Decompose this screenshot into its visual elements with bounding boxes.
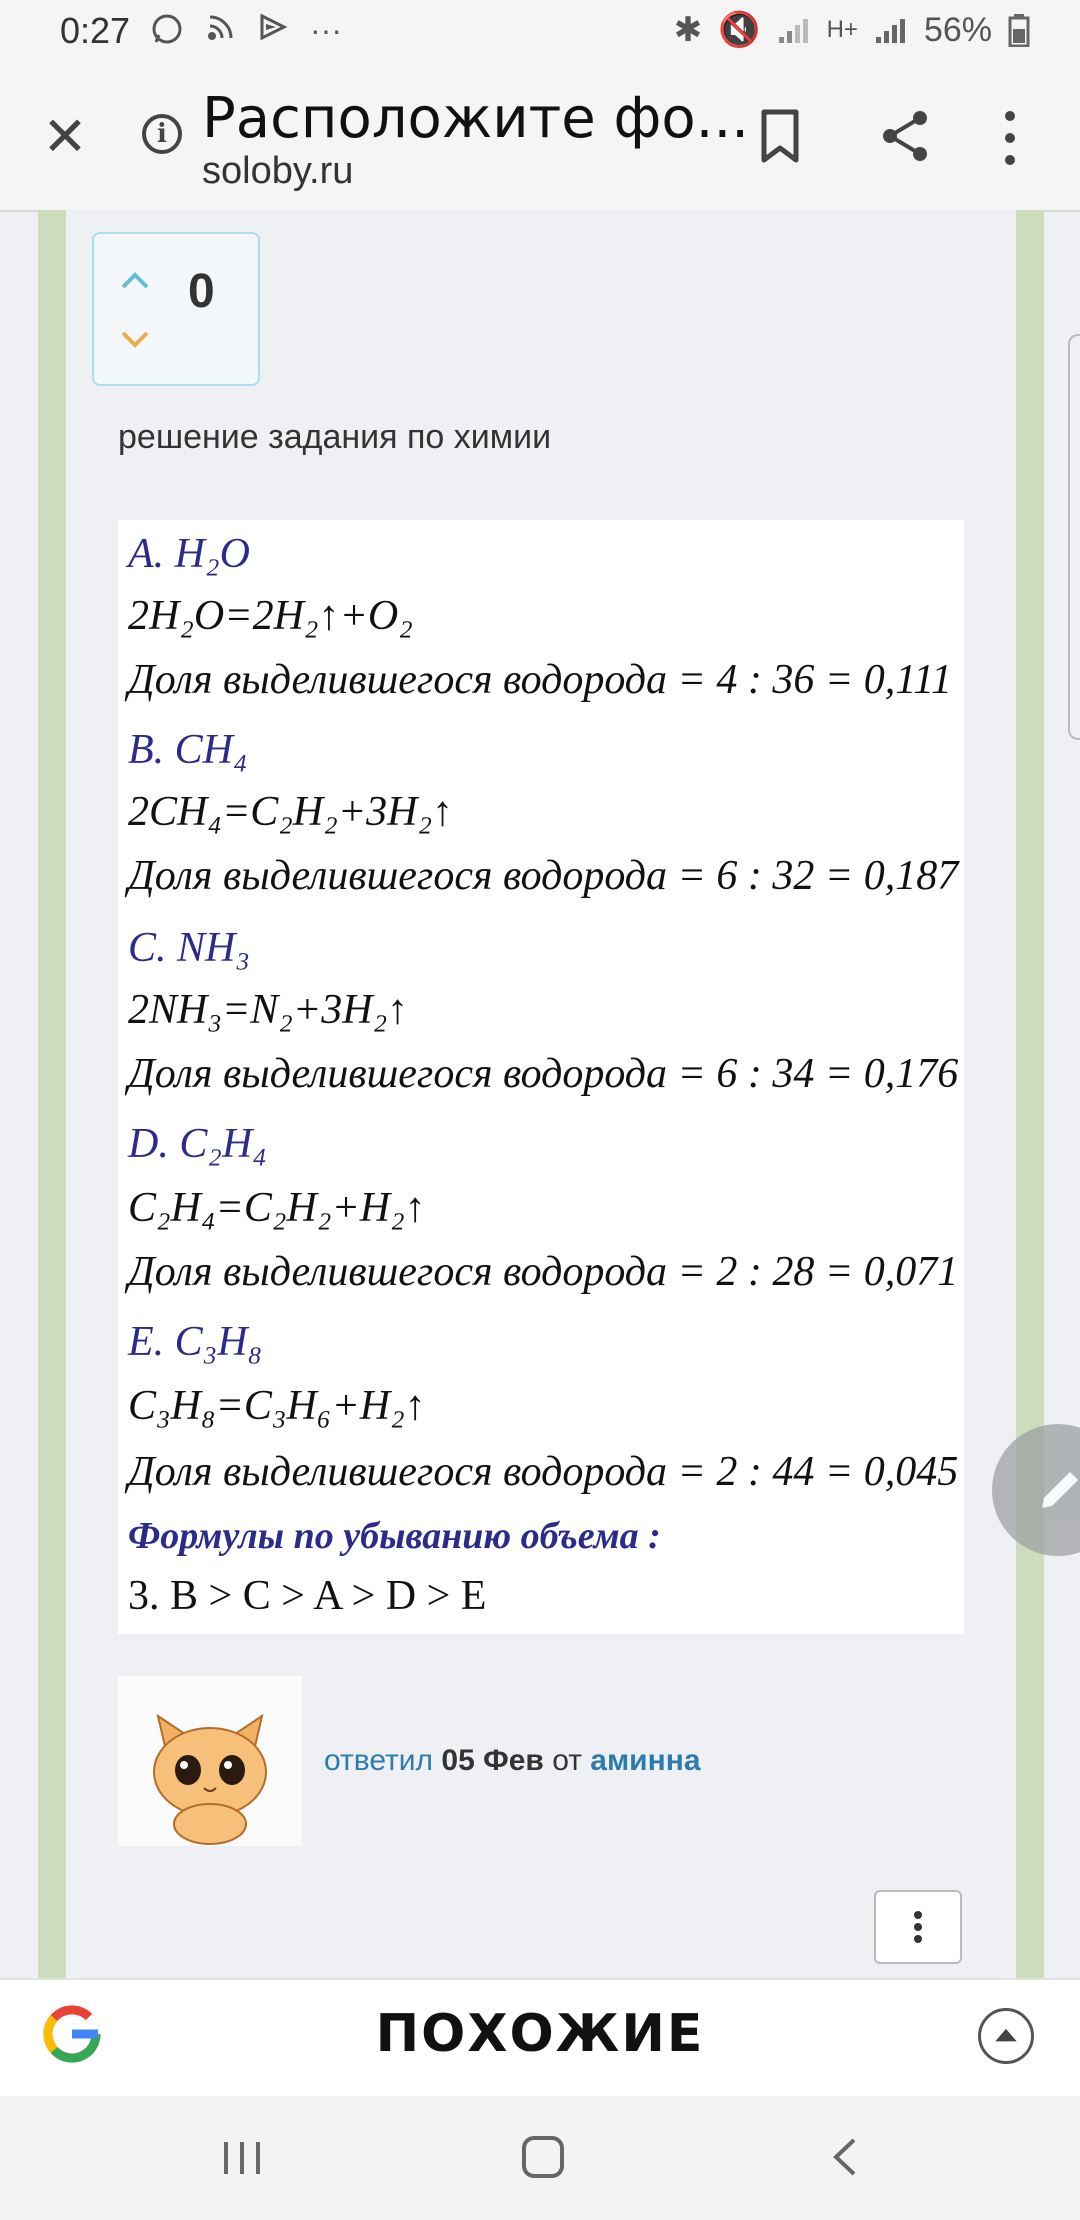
solution-line: B. CH₄ — [128, 727, 248, 773]
solution-line: Доля выделившегося водорода = 2 : 28 = 0,071 — [128, 1249, 959, 1295]
status-system-icons — [674, 10, 1030, 50]
bluetooth-icon: ✱ — [673, 11, 703, 49]
solution-line: Формулы по убыванию объема : — [128, 1515, 661, 1557]
status-notification-icons — [150, 12, 342, 49]
solution-line: Доля выделившегося водорода = 6 : 32 = 0,187 — [128, 853, 959, 899]
author-link[interactable]: аминна — [590, 1744, 701, 1777]
data-icon: H+ — [826, 16, 858, 43]
solution-line: C. NH₃ — [128, 925, 250, 971]
more-vert-icon[interactable] — [1000, 108, 1020, 168]
vote-box — [92, 232, 260, 386]
more-vert-icon — [876, 1892, 960, 1962]
edit-fab[interactable] — [992, 1424, 1080, 1556]
whatsapp-icon — [150, 12, 184, 46]
system-nav-bar — [0, 2096, 1080, 2220]
vote-count: 0 — [188, 265, 215, 318]
options-button[interactable] — [874, 1890, 962, 1964]
answered-label: ответил — [324, 1744, 434, 1777]
info-icon[interactable]: i — [142, 114, 182, 154]
home-icon[interactable] — [520, 2134, 566, 2180]
solution-line: D. C₂H₄ — [128, 1121, 267, 1167]
close-icon[interactable]: ✕ — [42, 107, 88, 167]
browser-toolbar — [0, 64, 1080, 212]
signal-icon — [777, 15, 811, 45]
media-icon — [258, 12, 288, 42]
status-bar — [0, 0, 1080, 64]
similar-bar — [0, 1978, 1080, 2098]
rss-icon — [206, 12, 236, 42]
battery-icon — [1008, 13, 1030, 47]
page-title: Расположите фо... — [202, 86, 750, 151]
back-icon[interactable] — [830, 2136, 860, 2178]
solution-line: Доля выделившегося водорода = 6 : 34 = 0,176 — [128, 1051, 959, 1097]
solution-line: A. H₂O — [128, 531, 250, 577]
signal-icon-2 — [874, 15, 908, 45]
recent-apps-icon[interactable] — [220, 2138, 264, 2178]
status-time: 0:27 — [60, 10, 131, 51]
from-label: от — [552, 1744, 582, 1777]
avatar[interactable] — [118, 1676, 302, 1846]
answer-date: 05 Фев — [441, 1744, 544, 1777]
solution-image — [118, 520, 964, 1634]
answer-text: решение задания по химии — [118, 418, 552, 456]
mute-icon: 🔇 — [718, 11, 761, 49]
solution-line: C₂H₄=C₂H₂+H₂↑ — [128, 1185, 426, 1231]
solution-line: E. C₃H₈ — [128, 1319, 263, 1365]
page-domain: soloby.ru — [202, 150, 354, 192]
scroll-handle[interactable] — [1068, 334, 1080, 740]
share-icon[interactable] — [880, 108, 932, 164]
similar-label[interactable]: ПОХОЖИЕ — [375, 2004, 705, 2064]
answer-meta — [324, 1744, 701, 1778]
solution-line: 2CH₄=C₂H₂+3H₂↑ — [128, 789, 454, 835]
solution-line: Доля выделившегося водорода = 4 : 36 = 0,111 — [128, 657, 952, 703]
battery-percent: 56% — [923, 10, 992, 49]
pencil-icon — [992, 1424, 1080, 1556]
solution-line: 2NH₃=N₂+3H₂↑ — [128, 987, 409, 1033]
more-notifications-icon: ··· — [310, 12, 342, 48]
solution-line: 3. B > C > A > D > E — [128, 1573, 487, 1619]
solution-line: Доля выделившегося водорода = 2 : 44 = 0,045 — [128, 1449, 959, 1495]
solution-line: C₃H₈=C₃H₆+H₂↑ — [128, 1383, 426, 1429]
expand-up-icon[interactable] — [978, 2008, 1034, 2064]
bookmark-icon[interactable] — [758, 108, 802, 164]
solution-line: 2H₂O=2H₂↑+O₂ — [128, 593, 413, 639]
vote-down-icon[interactable] — [120, 330, 150, 350]
vote-up-icon[interactable] — [120, 270, 150, 290]
